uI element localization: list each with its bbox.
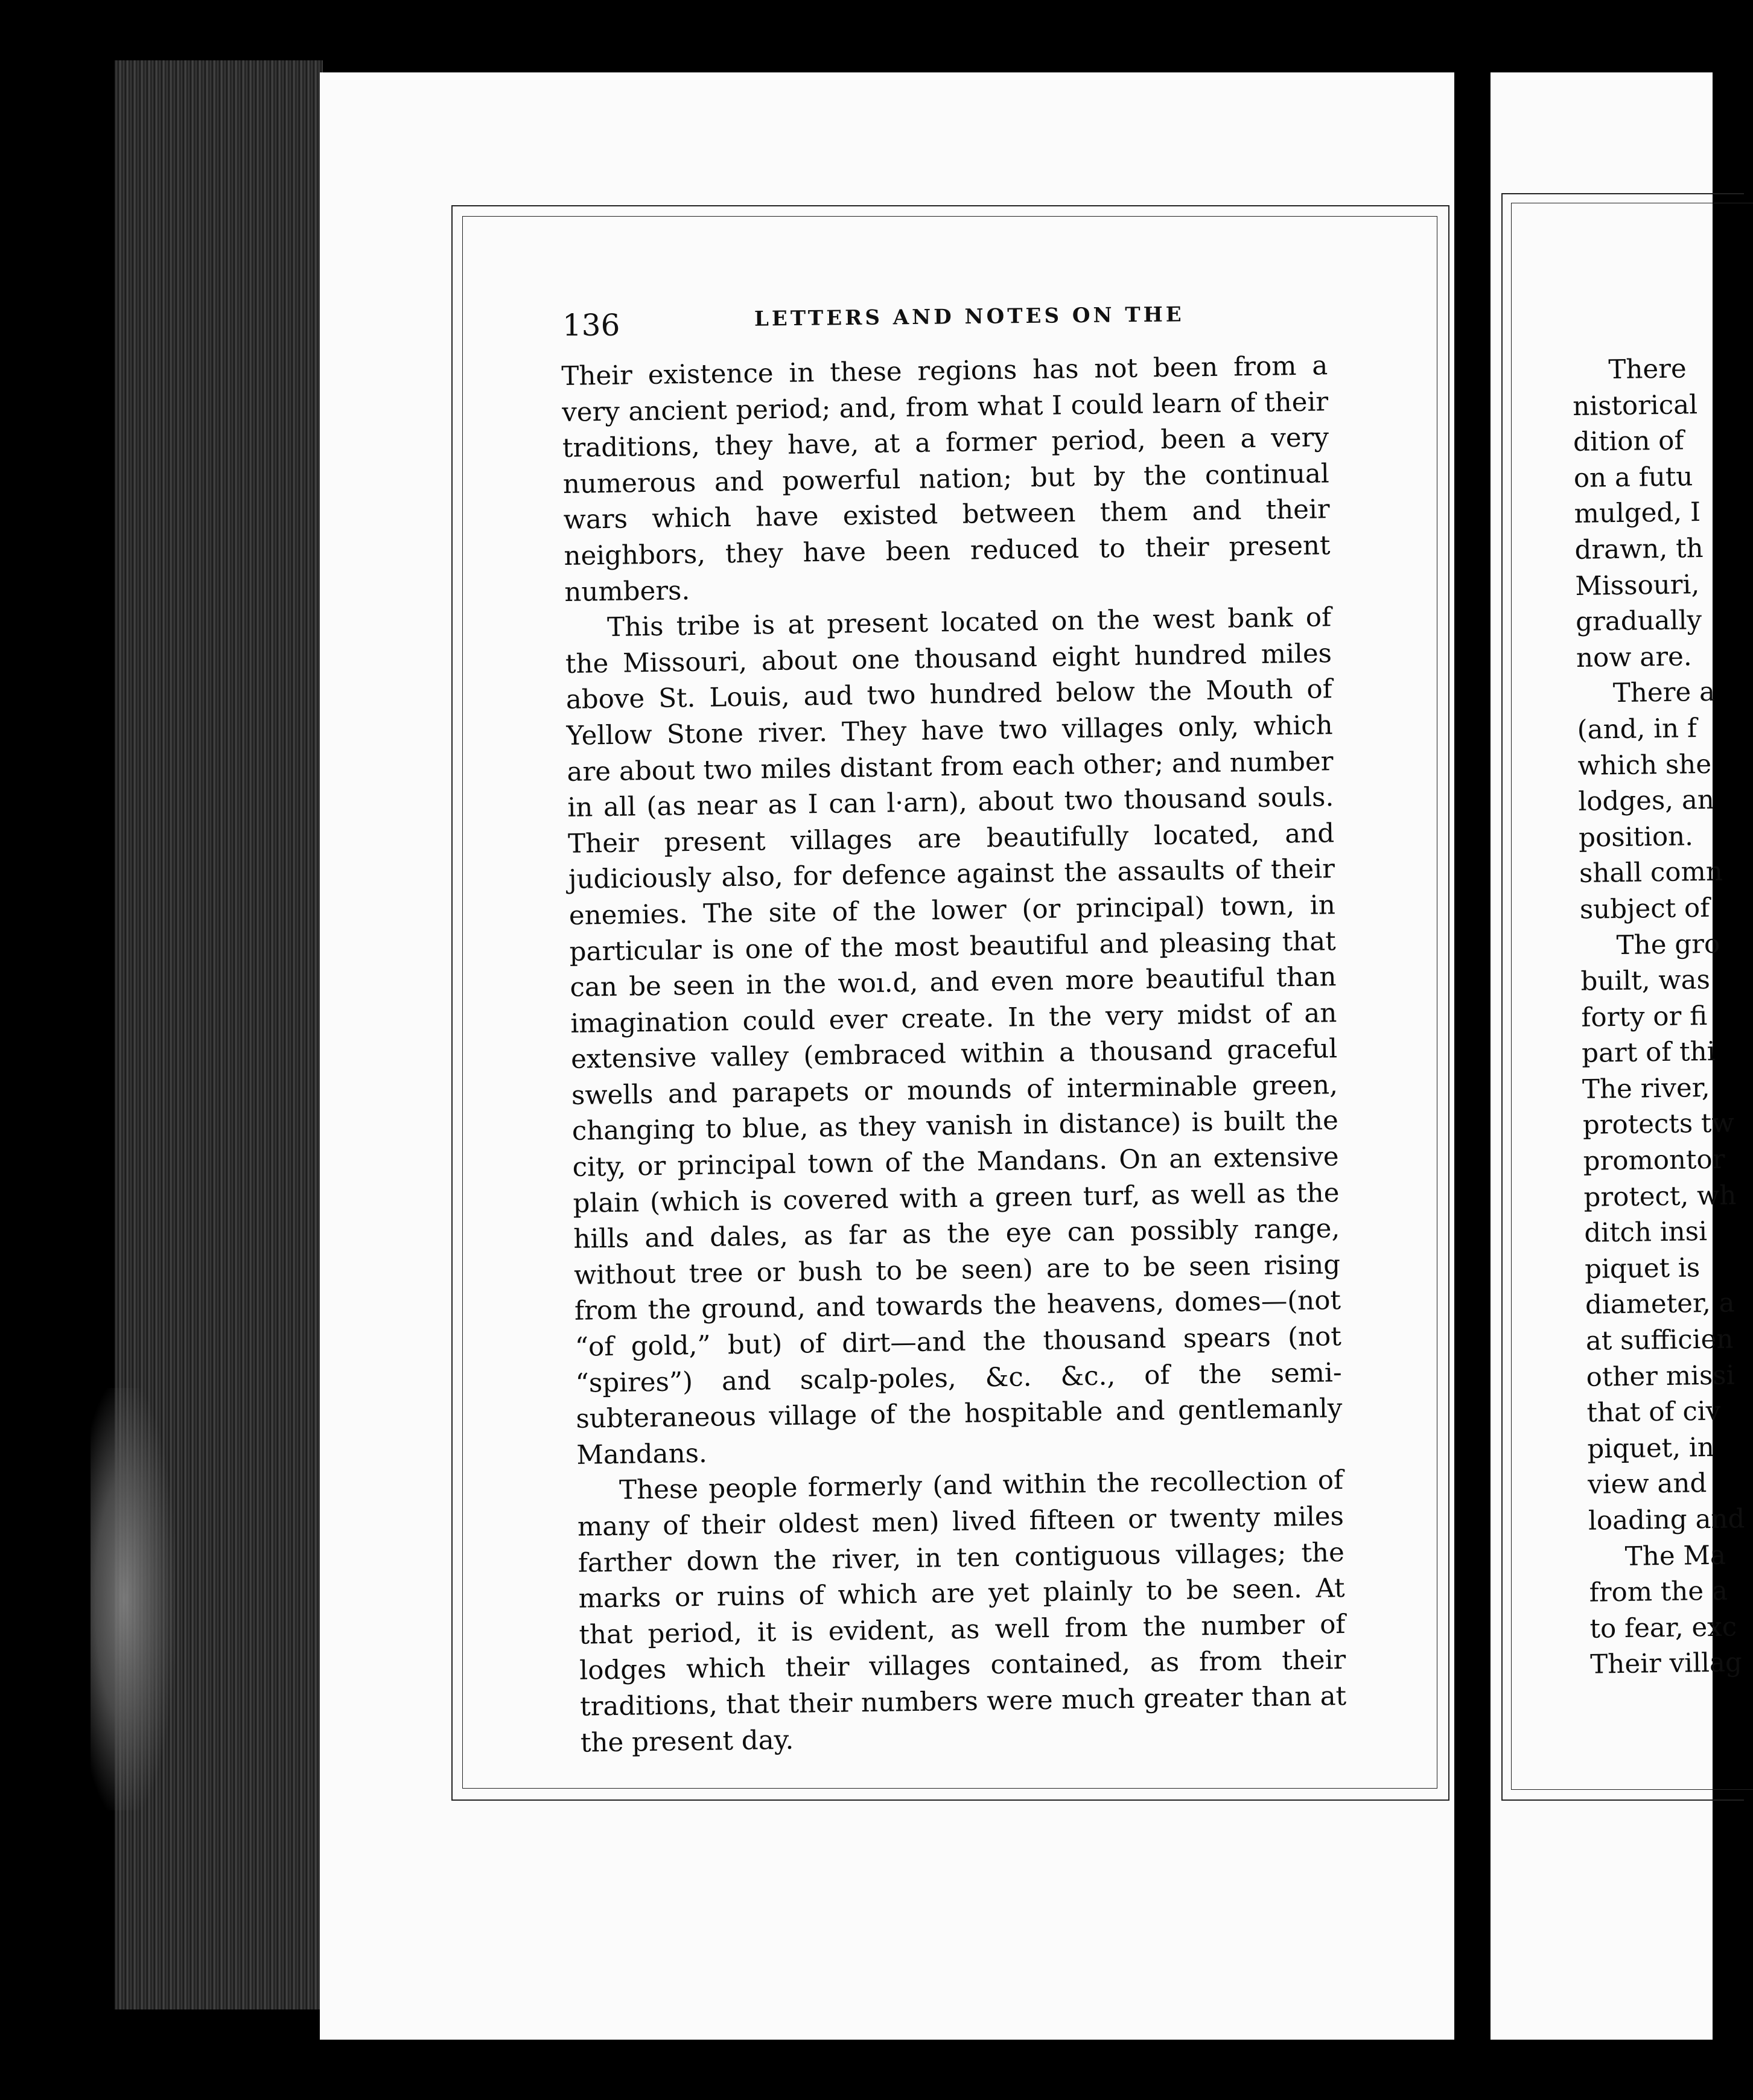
right-page-line: built, was — [1580, 965, 1711, 997]
right-page-line: other missi — [1586, 1360, 1735, 1393]
page-number: 136 — [562, 308, 620, 343]
right-page-line: view and — [1587, 1468, 1707, 1501]
right-page-line: Missouri, — [1575, 569, 1700, 602]
right-page-line: There — [1608, 354, 1687, 386]
right-page-line: now are. — [1576, 641, 1692, 673]
right-page-line: that of civ — [1586, 1396, 1721, 1429]
right-page-line: forty or fi — [1581, 1001, 1708, 1033]
right-page-line: (and, in f — [1577, 713, 1697, 745]
right-page-line: Their villag — [1590, 1647, 1743, 1681]
right-page-line: from the a — [1589, 1576, 1728, 1608]
right-page-text — [1572, 351, 1745, 1684]
right-page-line: There a — [1612, 677, 1716, 709]
paragraph-1: Their existence in these regions has not been from a very ancient period; and, from what I could learn of their traditions, they have, at a former period, been a very numerous and powerful nation; but by the continual wars which have existed between them and their neighbors, they have been reduced to their present numbers. — [561, 351, 1331, 608]
right-page-line: The river, — [1582, 1072, 1710, 1105]
running-head: LETTERS AND NOTES ON THE — [754, 302, 1185, 331]
page-gutter — [1454, 54, 1491, 2046]
right-page-line: subject of — [1579, 892, 1710, 925]
right-page-line: lodges, an — [1578, 784, 1715, 818]
right-page-line: diameter, a — [1585, 1288, 1735, 1321]
right-page-line: shall comn — [1579, 856, 1723, 889]
right-page-line: dition of — [1573, 425, 1684, 458]
right-page-line: gradually — [1575, 605, 1702, 638]
right-page-line: on a futu — [1573, 462, 1693, 494]
right-page-line: nistorical — [1572, 389, 1698, 422]
right-page-line: The Ma — [1624, 1540, 1726, 1572]
right-page-line: piquet, in — [1587, 1432, 1715, 1465]
right-page-line: part of thi — [1581, 1037, 1716, 1069]
right-page-line: at sufficien — [1585, 1324, 1734, 1357]
right-page-line: mulged, I — [1574, 497, 1701, 530]
right-page-line: The gro — [1616, 929, 1720, 961]
main-text — [561, 348, 1347, 1761]
right-page-line: promontor — [1583, 1144, 1725, 1177]
paragraph-2: This tribe is at present located on the west bank of the Missouri, about one thousand eight hundred miles above St. Louis, aud two hundred below the Mouth of Yellow Stone river. They have two villages only, which are about two miles distant from each other; and number in all (as near as I can l·arn), about two thousand souls. Their present villages are beautifully located, and judiciously also, for defence against the assaults of their enemies. The site of the lower (or principal) town, in particular is one of the most beautiful and pleasing that can be seen in the woı.d, and even more beautiful than imagination could ever create. In the very midst of an extensive valley (embraced within a thousand graceful swells and parapets or mounds of interminable green, changing to blue, as they vanish in distance) is built the city, or principal town of the Mandans. On an extensive plain (which is covered with a green turf, as well as the hills and dales, as far as the eye can possibly range, without tree or bush to be seen) are to be seen rising from the ground, and towards the heavens, domes—(not “of gold,” but) of dirt—and the thousand spears (not “spires”) and scalp-poles, &c. &c., of the semi-subteraneous village of the hospitable and gentlemanly Mandans. — [565, 602, 1343, 1471]
right-page-line: which she — [1577, 749, 1712, 781]
right-page-line: position. — [1578, 821, 1694, 853]
right-page-line: loading and — [1588, 1504, 1745, 1536]
paragraph-3: These people formerly (and within the recollection of many of their oldest men) lived fifteen or twenty miles farther down the river, in ten contiguous villages; the marks or ruins of which are yet plainly to be seen. At that period, it is evident, as well from the number of lodges which their villages contained, as from their traditions, that their numbers were much greater than at the present day. — [577, 1465, 1347, 1758]
book-edge-stain — [91, 1388, 175, 1810]
right-page-line: protects tw — [1582, 1108, 1734, 1141]
right-page-line: to fear, exc — [1589, 1612, 1737, 1644]
right-page-line: drawn, th — [1574, 533, 1704, 565]
right-page-line: piquet is — [1584, 1253, 1701, 1285]
right-page-line: protect, wh — [1583, 1180, 1737, 1213]
right-page-line: ditch insi — [1584, 1217, 1708, 1249]
